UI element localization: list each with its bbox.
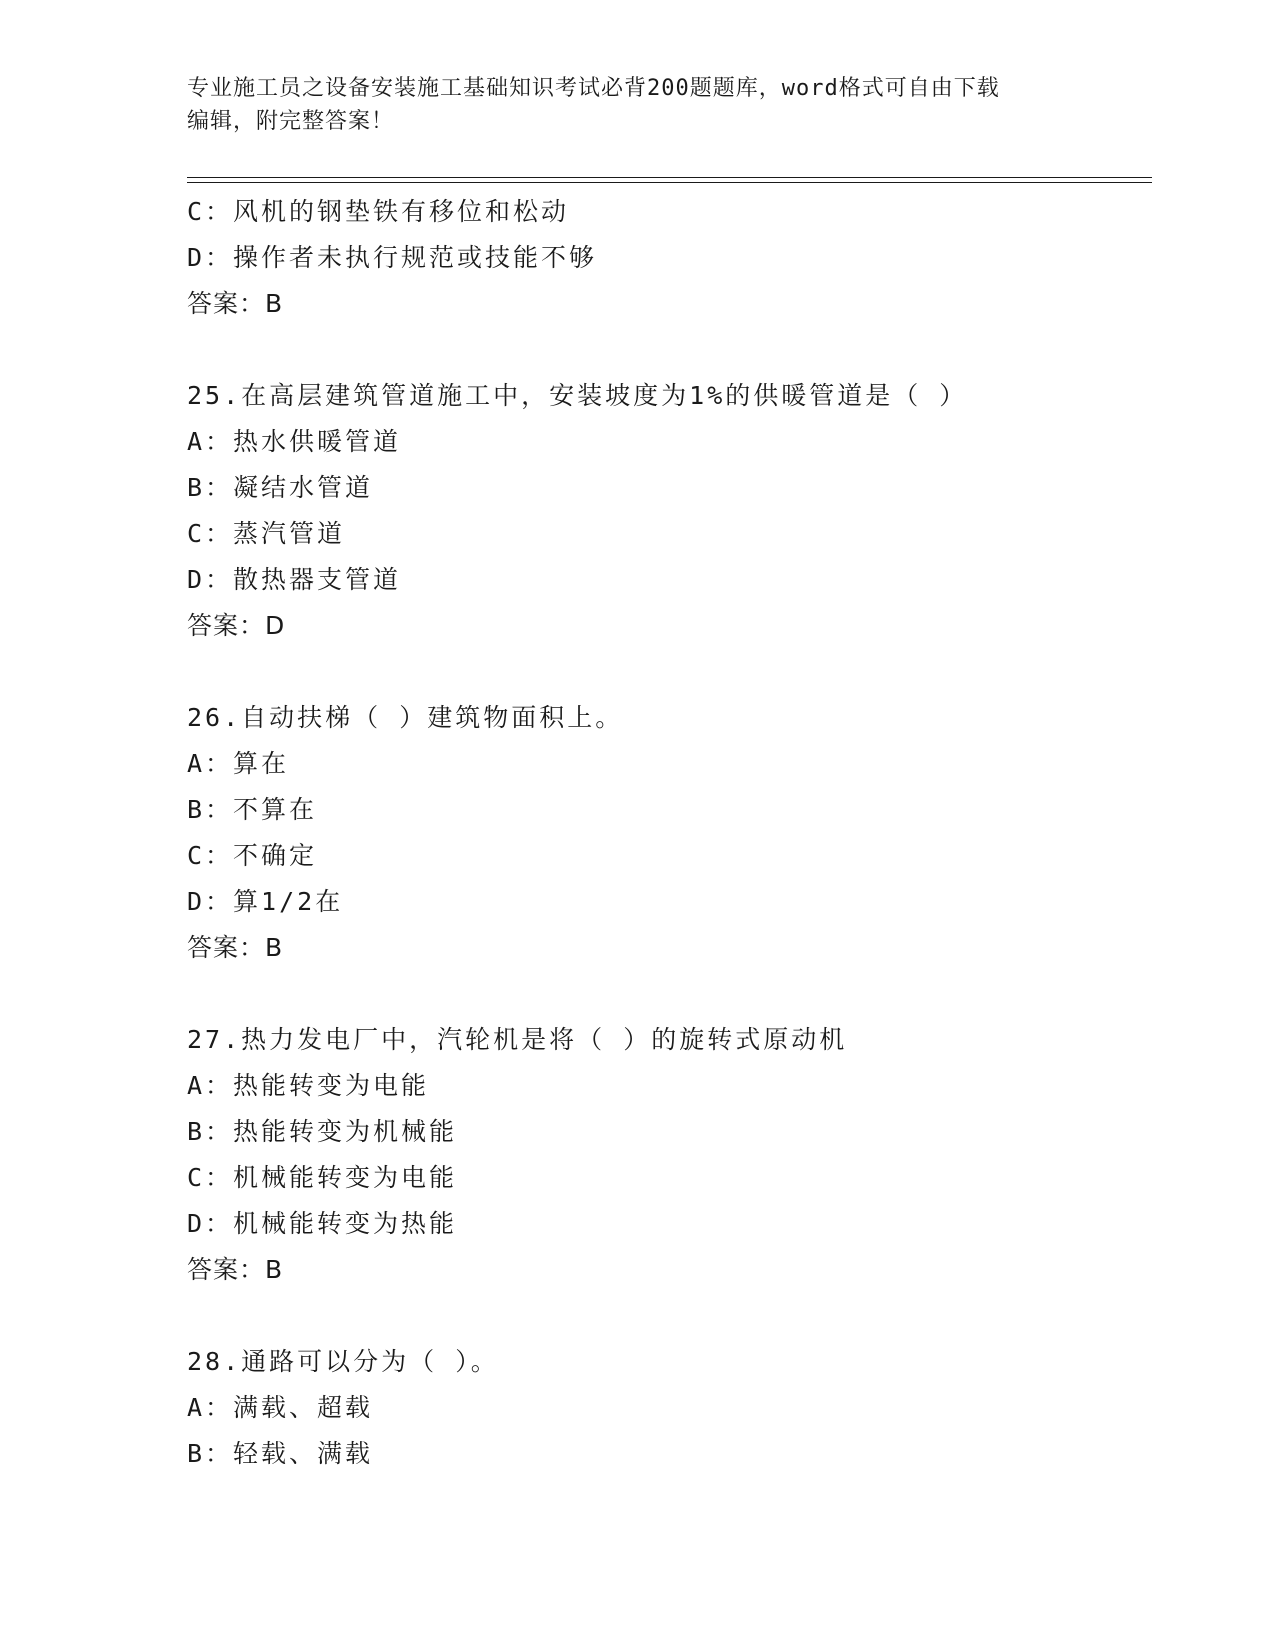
- option-line: D：散热器支管道: [187, 565, 402, 594]
- question-text: 28.通路可以分为（ ）。: [187, 1347, 499, 1376]
- option-line: D：算1/2在: [187, 887, 344, 916]
- header-divider-bottom: [187, 182, 1152, 183]
- option-line: B：不算在: [187, 795, 318, 824]
- answer-line: 答案：B: [187, 933, 284, 962]
- question-spacer: [187, 1293, 1152, 1339]
- question-spacer: [187, 327, 1152, 373]
- question-spacer: [187, 649, 1152, 695]
- option-line: C：机械能转变为电能: [187, 1163, 458, 1192]
- option-line: A：满载、超载: [187, 1393, 374, 1422]
- answer-line: 答案：B: [187, 289, 284, 318]
- option-line: D：机械能转变为热能: [187, 1209, 458, 1238]
- option-line: A：热能转变为电能: [187, 1071, 430, 1100]
- question-list: [187, 189, 1152, 1477]
- option-line: A：算在: [187, 749, 290, 778]
- option-line: C：不确定: [187, 841, 318, 870]
- option-line: C：风机的钢垫铁有移位和松动: [187, 197, 570, 226]
- option-line: A：热水供暖管道: [187, 427, 402, 456]
- header-title-line-1: 专业施工员之设备安装施工基础知识考试必背200题题库，word格式可自由下载: [187, 76, 1000, 101]
- question-text: 27.热力发电厂中，汽轮机是将（ ）的旋转式原动机: [187, 1025, 848, 1054]
- option-line: D：操作者未执行规范或技能不够: [187, 243, 598, 272]
- document-header: [187, 72, 1067, 138]
- option-line: B：热能转变为机械能: [187, 1117, 458, 1146]
- question-spacer: [187, 971, 1152, 1017]
- answer-line: 答案：D: [187, 611, 286, 640]
- header-divider-top: [187, 177, 1152, 178]
- option-line: C：蒸汽管道: [187, 519, 346, 548]
- question-text: 25.在高层建筑管道施工中，安装坡度为1%的供暖管道是（ ）: [187, 381, 968, 410]
- option-line: B：凝结水管道: [187, 473, 374, 502]
- option-line: B：轻载、满载: [187, 1439, 374, 1468]
- header-title-line-2: 编辑，附完整答案！: [187, 109, 395, 134]
- answer-line: 答案：B: [187, 1255, 284, 1284]
- question-text: 26.自动扶梯（ ）建筑物面积上。: [187, 703, 624, 732]
